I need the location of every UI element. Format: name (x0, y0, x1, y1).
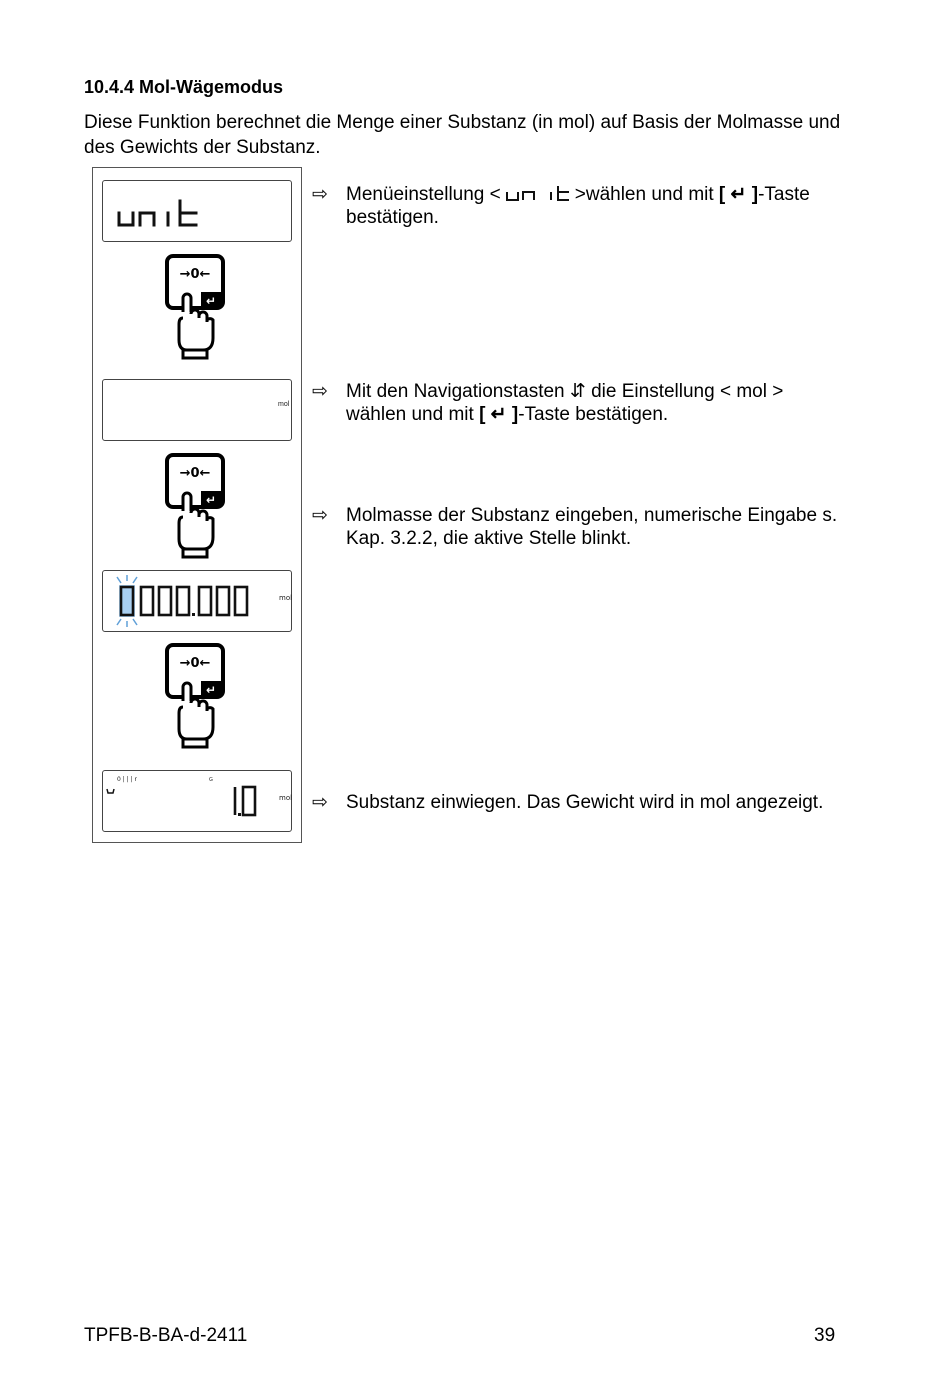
zero-enter-key[interactable] (163, 453, 227, 559)
enter-icon: ↵ (205, 294, 217, 308)
step-2-text (346, 380, 846, 426)
step-2-tail: -Taste bestätigen. (518, 404, 669, 425)
lcd-display-molmass (102, 570, 292, 632)
enter-icon: ↵ (205, 683, 217, 697)
lcd-unit-label: mol (279, 794, 293, 802)
lcd-display-unit (102, 180, 292, 242)
step-1-text (346, 183, 872, 229)
stability-icon (107, 789, 114, 793)
g-indicator: G (209, 777, 213, 783)
step-1-post: >wählen und mit (574, 184, 719, 205)
zero-key-label: →0← (179, 267, 211, 282)
capacity-bar-marks: 0 | | | r (117, 776, 137, 783)
step-2-pre: Mit den Navigationstasten ⇵ die Einstellung < mol > wählen und mit (346, 381, 784, 425)
lcd-unit-label: mol (278, 401, 290, 408)
enter-key-ref: [ ↵ ] (479, 404, 519, 425)
figure-panel (92, 167, 302, 843)
lcd-display-weight (102, 770, 292, 832)
right-arrow-icon: ⇨ (312, 381, 328, 402)
right-arrow-icon: ⇨ (312, 184, 328, 205)
right-arrow-icon: ⇨ (312, 792, 328, 813)
step-1-pre: Menüeinstellung < (346, 184, 501, 205)
zero-enter-key[interactable] (163, 254, 227, 360)
seven-seg-molmass-value (103, 571, 293, 633)
seven-seg-unit-text (103, 181, 293, 243)
footer-page-number: 39 (814, 1325, 836, 1346)
footer-doc-id: TPFB-B-BA-d-2411 (84, 1325, 248, 1346)
zero-key-label: →0← (179, 656, 211, 671)
unit-seg-inline-icon (505, 184, 571, 202)
zero-enter-key[interactable] (163, 643, 227, 749)
enter-key-ref: [ ↵ ] (718, 184, 759, 205)
section-heading: 10.4.4 Mol-Wägemodus (84, 77, 284, 97)
step-4-text: Substanz einwiegen. Das Gewicht wird in mol angezeigt. (346, 792, 824, 813)
right-arrow-icon: ⇨ (312, 505, 328, 526)
seven-seg-weight-value (103, 771, 293, 833)
lcd-display-mol (102, 379, 292, 441)
enter-icon: ↵ (205, 493, 217, 507)
lcd-unit-label: mol (279, 594, 293, 602)
zero-key-label: →0← (179, 466, 211, 481)
step-1-tail: -Taste bestätigen. (346, 184, 810, 228)
step-3-text: Molmasse der Substanz eingeben, numerische Eingabe s. Kap. 3.2.2, die aktive Stelle blinkt. (346, 505, 838, 549)
intro-paragraph: Diese Funktion berechnet die Menge einer Substanz (in mol) auf Basis der Molmasse und des Gewichts der Substanz. (84, 112, 841, 158)
